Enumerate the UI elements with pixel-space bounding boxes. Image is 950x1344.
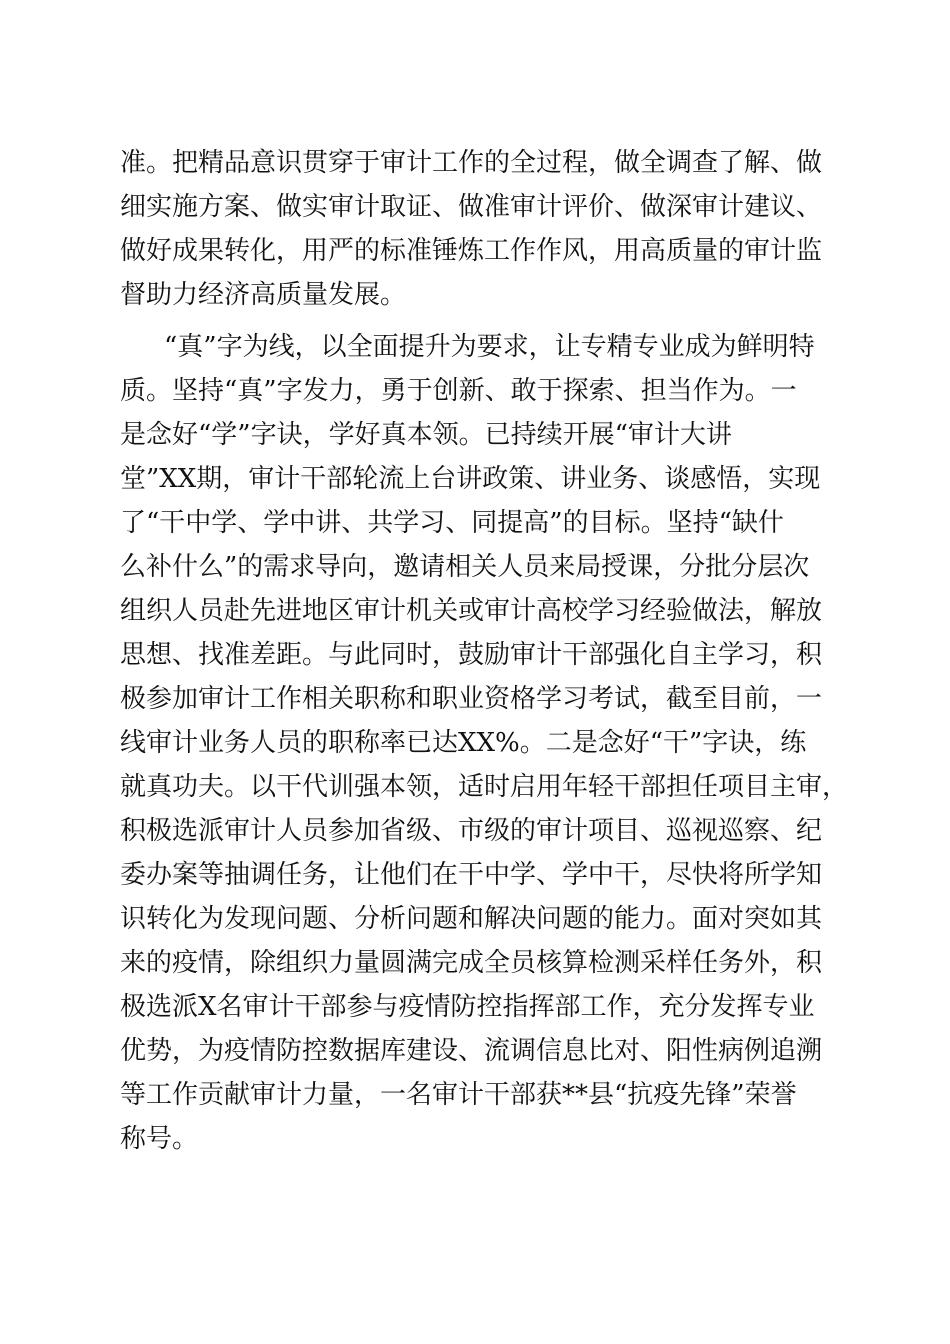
text-line: 了“干中学、学中讲、共学习、同提高”的目标。坚持“缺什: [120, 508, 784, 538]
text-line: 督助力经济高质量发展。: [120, 280, 407, 310]
text-line: 线审计业务人员的职称率已达XX%。二是念好“干”字诀，练: [120, 728, 807, 758]
text-line: 细实施方案、做实审计取证、做准审计评价、做深审计建议、: [120, 192, 823, 222]
text-line: 么补什么”的需求导向，邀请相关人员来局授课，分批分层次: [120, 552, 810, 582]
text-line: 极参加审计工作相关职称和职业资格学习考试，截至目前，一: [120, 684, 823, 714]
text-line: 积极选派审计人员参加省级、市级的审计项目、巡视巡察、纪: [120, 816, 823, 846]
text-line: 称号。: [120, 1124, 199, 1154]
text-line: 委办案等抽调任务，让他们在干中学、学中干，尽快将所学知: [120, 860, 823, 890]
text-line: 识转化为发现问题、分析问题和解决问题的能力。面对突如其: [120, 904, 823, 934]
text-line: 做好成果转化，用严的标准锤炼工作作风，用高质量的审计监: [120, 236, 823, 266]
text-line: 堂”XX期，审计干部轮流上台讲政策、讲业务、谈感悟，实现: [120, 464, 821, 494]
text-line: 等工作贡献审计力量，一名审计干部获**县“抗疫先锋”荣誉: [120, 1080, 797, 1110]
text-line: 准。把精品意识贯穿于审计工作的全过程，做全调查了解、做: [120, 148, 823, 178]
text-line: 思想、找准差距。与此同时，鼓励审计干部强化自主学习，积: [120, 640, 823, 670]
text-line: 优势，为疫情防控数据库建设、流调信息比对、阳性病例追溯: [120, 1036, 823, 1066]
text-line: 来的疫情，除组织力量圆满完成全员核算检测采样任务外，积: [120, 948, 823, 978]
text-line: “真”字为线，以全面提升为要求，让专精专业成为鲜明特: [164, 332, 815, 362]
text-line: 就真功夫。以干代训强本领，适时启用年轻干部担任项目主审，: [120, 772, 849, 802]
text-line: 极选派X名审计干部参与疫情防控指挥部工作，充分发挥专业: [120, 992, 815, 1022]
text-line: 是念好“学”字诀，学好真本领。已持续开展“审计大讲: [120, 420, 732, 450]
text-line: 质。坚持“真”字发力，勇于创新、敢于探索、担当作为。一: [120, 376, 797, 406]
text-line: 组织人员赴先进地区审计机关或审计高校学习经验做法，解放: [120, 596, 823, 626]
